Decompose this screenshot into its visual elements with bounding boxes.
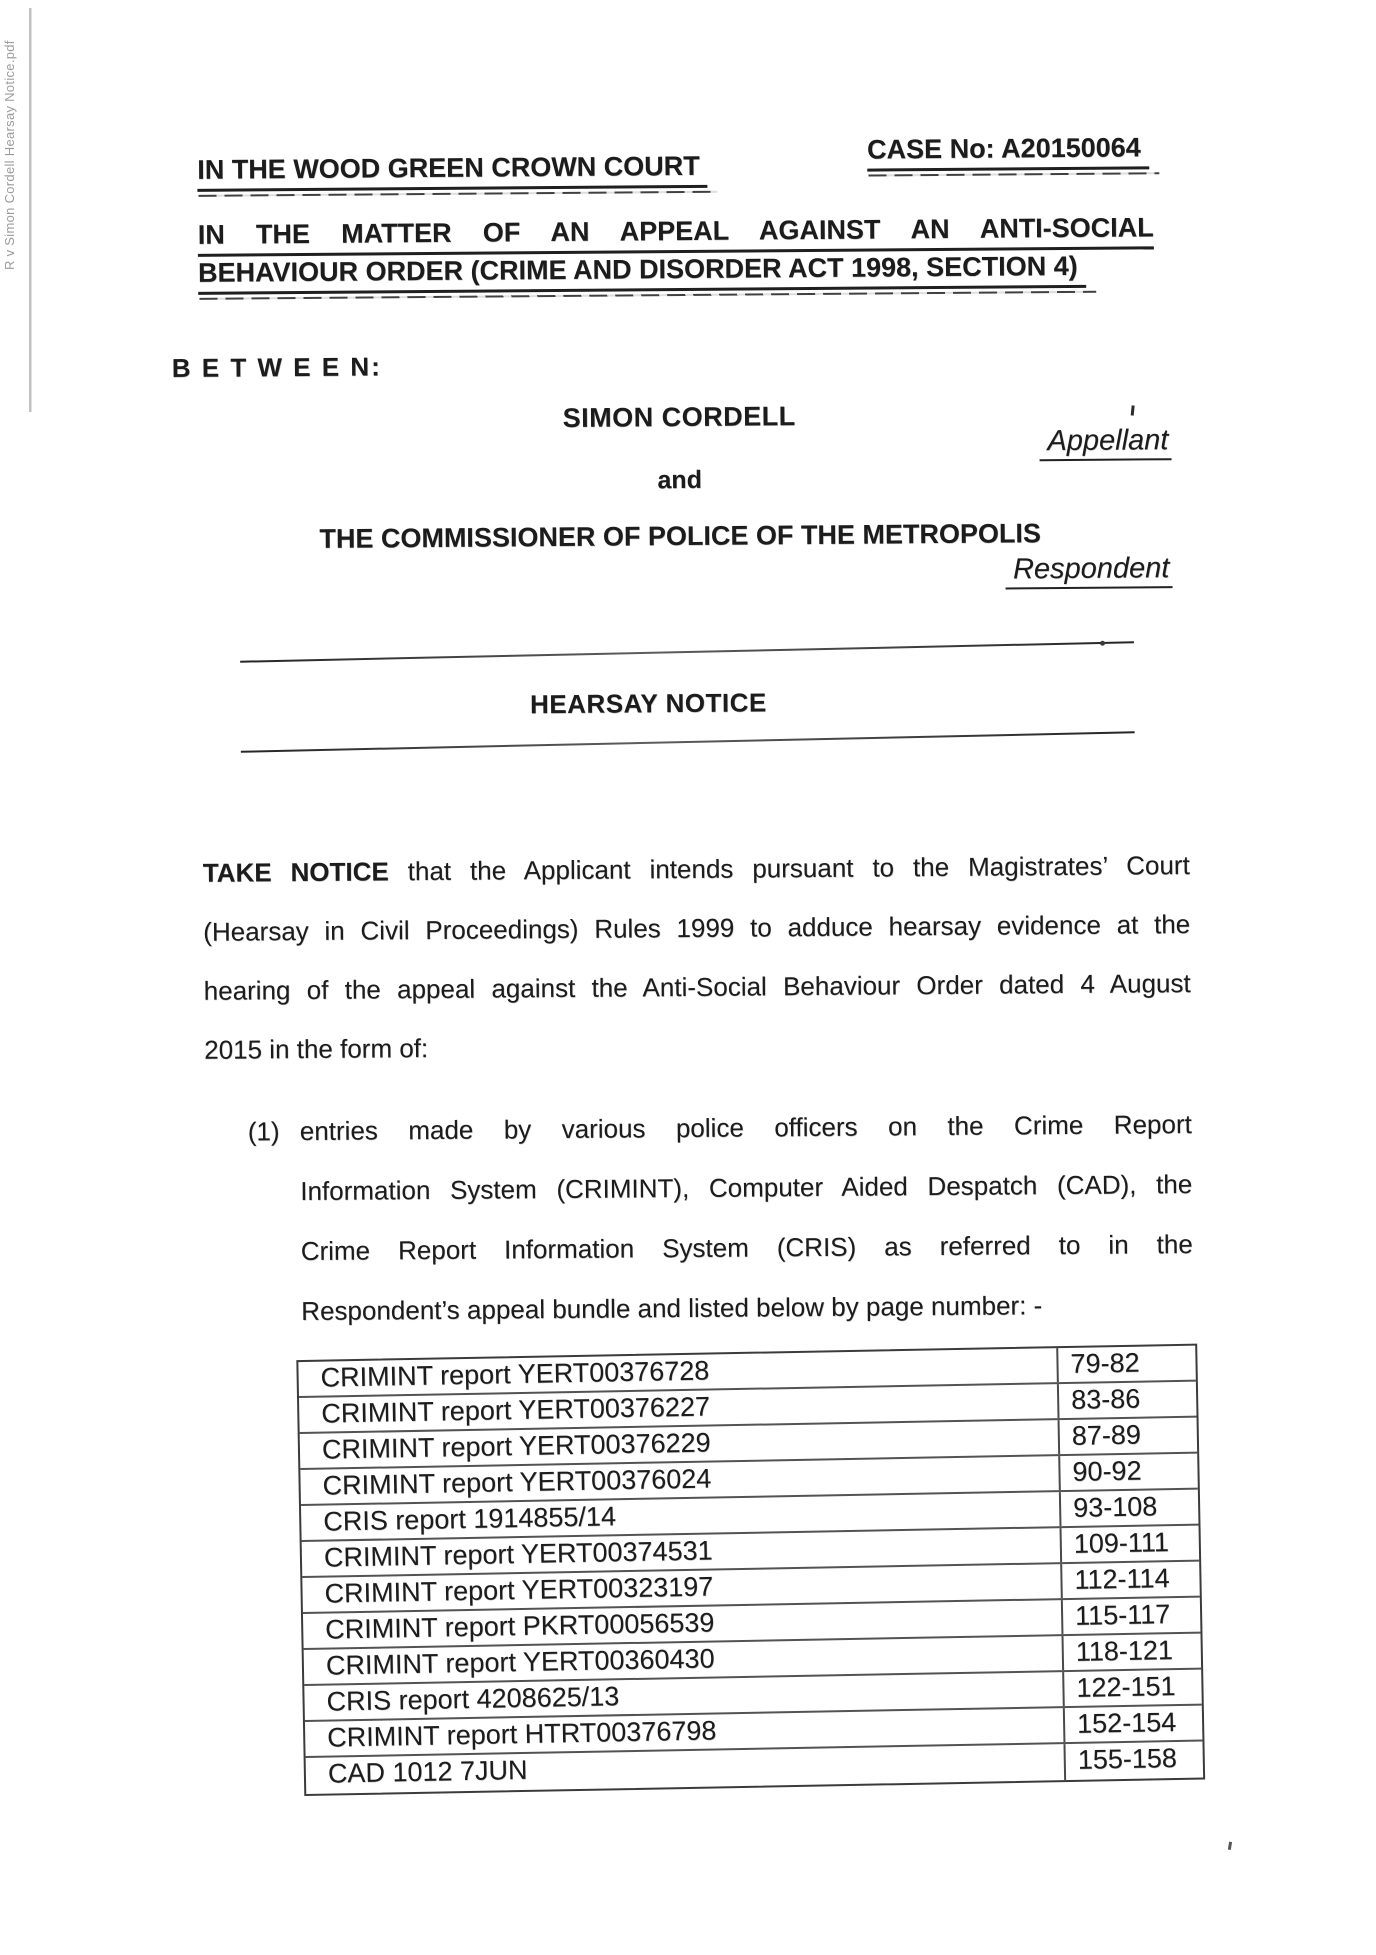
page-range: 83-86 xyxy=(1070,1383,1141,1415)
report-label: CAD 1012 7JUN xyxy=(306,1744,1067,1794)
respondent-name: THE COMMISSIONER OF POLICE OF THE METROPOLIS xyxy=(319,518,1042,554)
report-label: CRIMINT report YERT00323197 xyxy=(302,1564,1062,1612)
page-range: 79-82 xyxy=(1070,1347,1140,1379)
appellant-name: SIMON CORDELL xyxy=(562,401,796,433)
text-line: (Hearsay in Civil Proceedings) Rules 1999 to adduce hearsay evidence at the xyxy=(203,909,1191,947)
text-line: 2015 in the form of: xyxy=(204,1033,429,1065)
scan-artifact-dot xyxy=(1100,641,1105,646)
parties-conjunction: and xyxy=(657,465,703,495)
text-line: TAKE NOTICE that the Applicant intends pursuant to the Magistrates’ Court xyxy=(202,850,1190,888)
take-notice-paragraph xyxy=(203,836,1192,1080)
horizontal-rule-top xyxy=(240,641,1134,663)
item1-number: (1) xyxy=(247,1116,280,1147)
page-range: 87-89 xyxy=(1071,1419,1142,1451)
report-label: CRIMINT report YERT00376229 xyxy=(300,1420,1060,1468)
report-label: CRIMINT report YERT00376024 xyxy=(300,1456,1060,1504)
page-range: 109-111 xyxy=(1073,1527,1170,1559)
court-heading-text: IN THE WOOD GREEN CROWN COURT xyxy=(197,151,708,192)
appellant-role: Appellant xyxy=(1039,424,1171,461)
case-number-text: CASE No: A20150064 xyxy=(867,132,1149,171)
text-line: Crime Report Information System (CRIS) as referred to in the xyxy=(300,1229,1193,1267)
text-line: hearing of the appeal against the Anti-Social Behaviour Order dated 4 August xyxy=(203,968,1191,1006)
notice-title: HEARSAY NOTICE xyxy=(529,687,767,720)
matter-heading-line2-text: BEHAVIOUR ORDER (CRIME AND DISORDER ACT 1998, SECTION 4) xyxy=(198,251,1086,295)
respondent-role: Respondent xyxy=(1005,552,1173,589)
page-range: 155-158 xyxy=(1077,1743,1178,1775)
respondent-role-row xyxy=(175,552,1172,596)
text-line: Information System (CRIMINT), Computer Aided Despatch (CAD), the xyxy=(300,1169,1193,1207)
report-label: CRIMINT report YERT00376728 xyxy=(298,1348,1058,1396)
case-number xyxy=(867,132,1149,171)
report-label: CRIMINT report YERT00376227 xyxy=(299,1384,1059,1432)
scan-artifact-speck xyxy=(1228,1842,1232,1850)
between-label: B E T W E E N: xyxy=(171,351,382,384)
item1-text xyxy=(300,1094,1194,1341)
page-range: 115-117 xyxy=(1074,1599,1171,1631)
page-range: 93-108 xyxy=(1072,1491,1158,1523)
page-range: 90-92 xyxy=(1072,1455,1142,1487)
text-line: Respondent’s appeal bundle and listed below by page number: - xyxy=(301,1290,1043,1327)
text-line: entries made by various police officers on the Crime Report xyxy=(299,1109,1192,1147)
page-range: 112-114 xyxy=(1074,1563,1170,1595)
report-table xyxy=(296,1344,1205,1796)
report-label: CRIS report 4208625/13 xyxy=(304,1672,1064,1720)
matter-heading-line1: IN THE MATTER OF AN APPEAL AGAINST AN ANTI-SOCIAL xyxy=(198,212,1154,257)
page-range: 152-154 xyxy=(1076,1707,1177,1739)
horizontal-rule-bottom xyxy=(241,731,1135,753)
report-label: CRIMINT report YERT00360430 xyxy=(304,1636,1064,1684)
report-label: CRIMINT report PKRT00056539 xyxy=(303,1600,1063,1648)
matter-heading-line2 xyxy=(198,251,1086,295)
pdf-filename: R v Simon Cordell Hearsay Notice.pdf xyxy=(2,40,17,270)
take-notice-lead: TAKE NOTICE xyxy=(202,856,389,888)
report-label: CRIMINT report HTRT00376798 xyxy=(305,1708,1065,1756)
appellant-role-row xyxy=(174,424,1171,468)
court-heading xyxy=(197,151,708,192)
report-label: CRIS report 1914855/14 xyxy=(301,1492,1061,1540)
report-label: CRIMINT report YERT00374531 xyxy=(302,1528,1062,1576)
page-range: 118-121 xyxy=(1075,1635,1174,1667)
page-range: 122-151 xyxy=(1076,1671,1176,1703)
